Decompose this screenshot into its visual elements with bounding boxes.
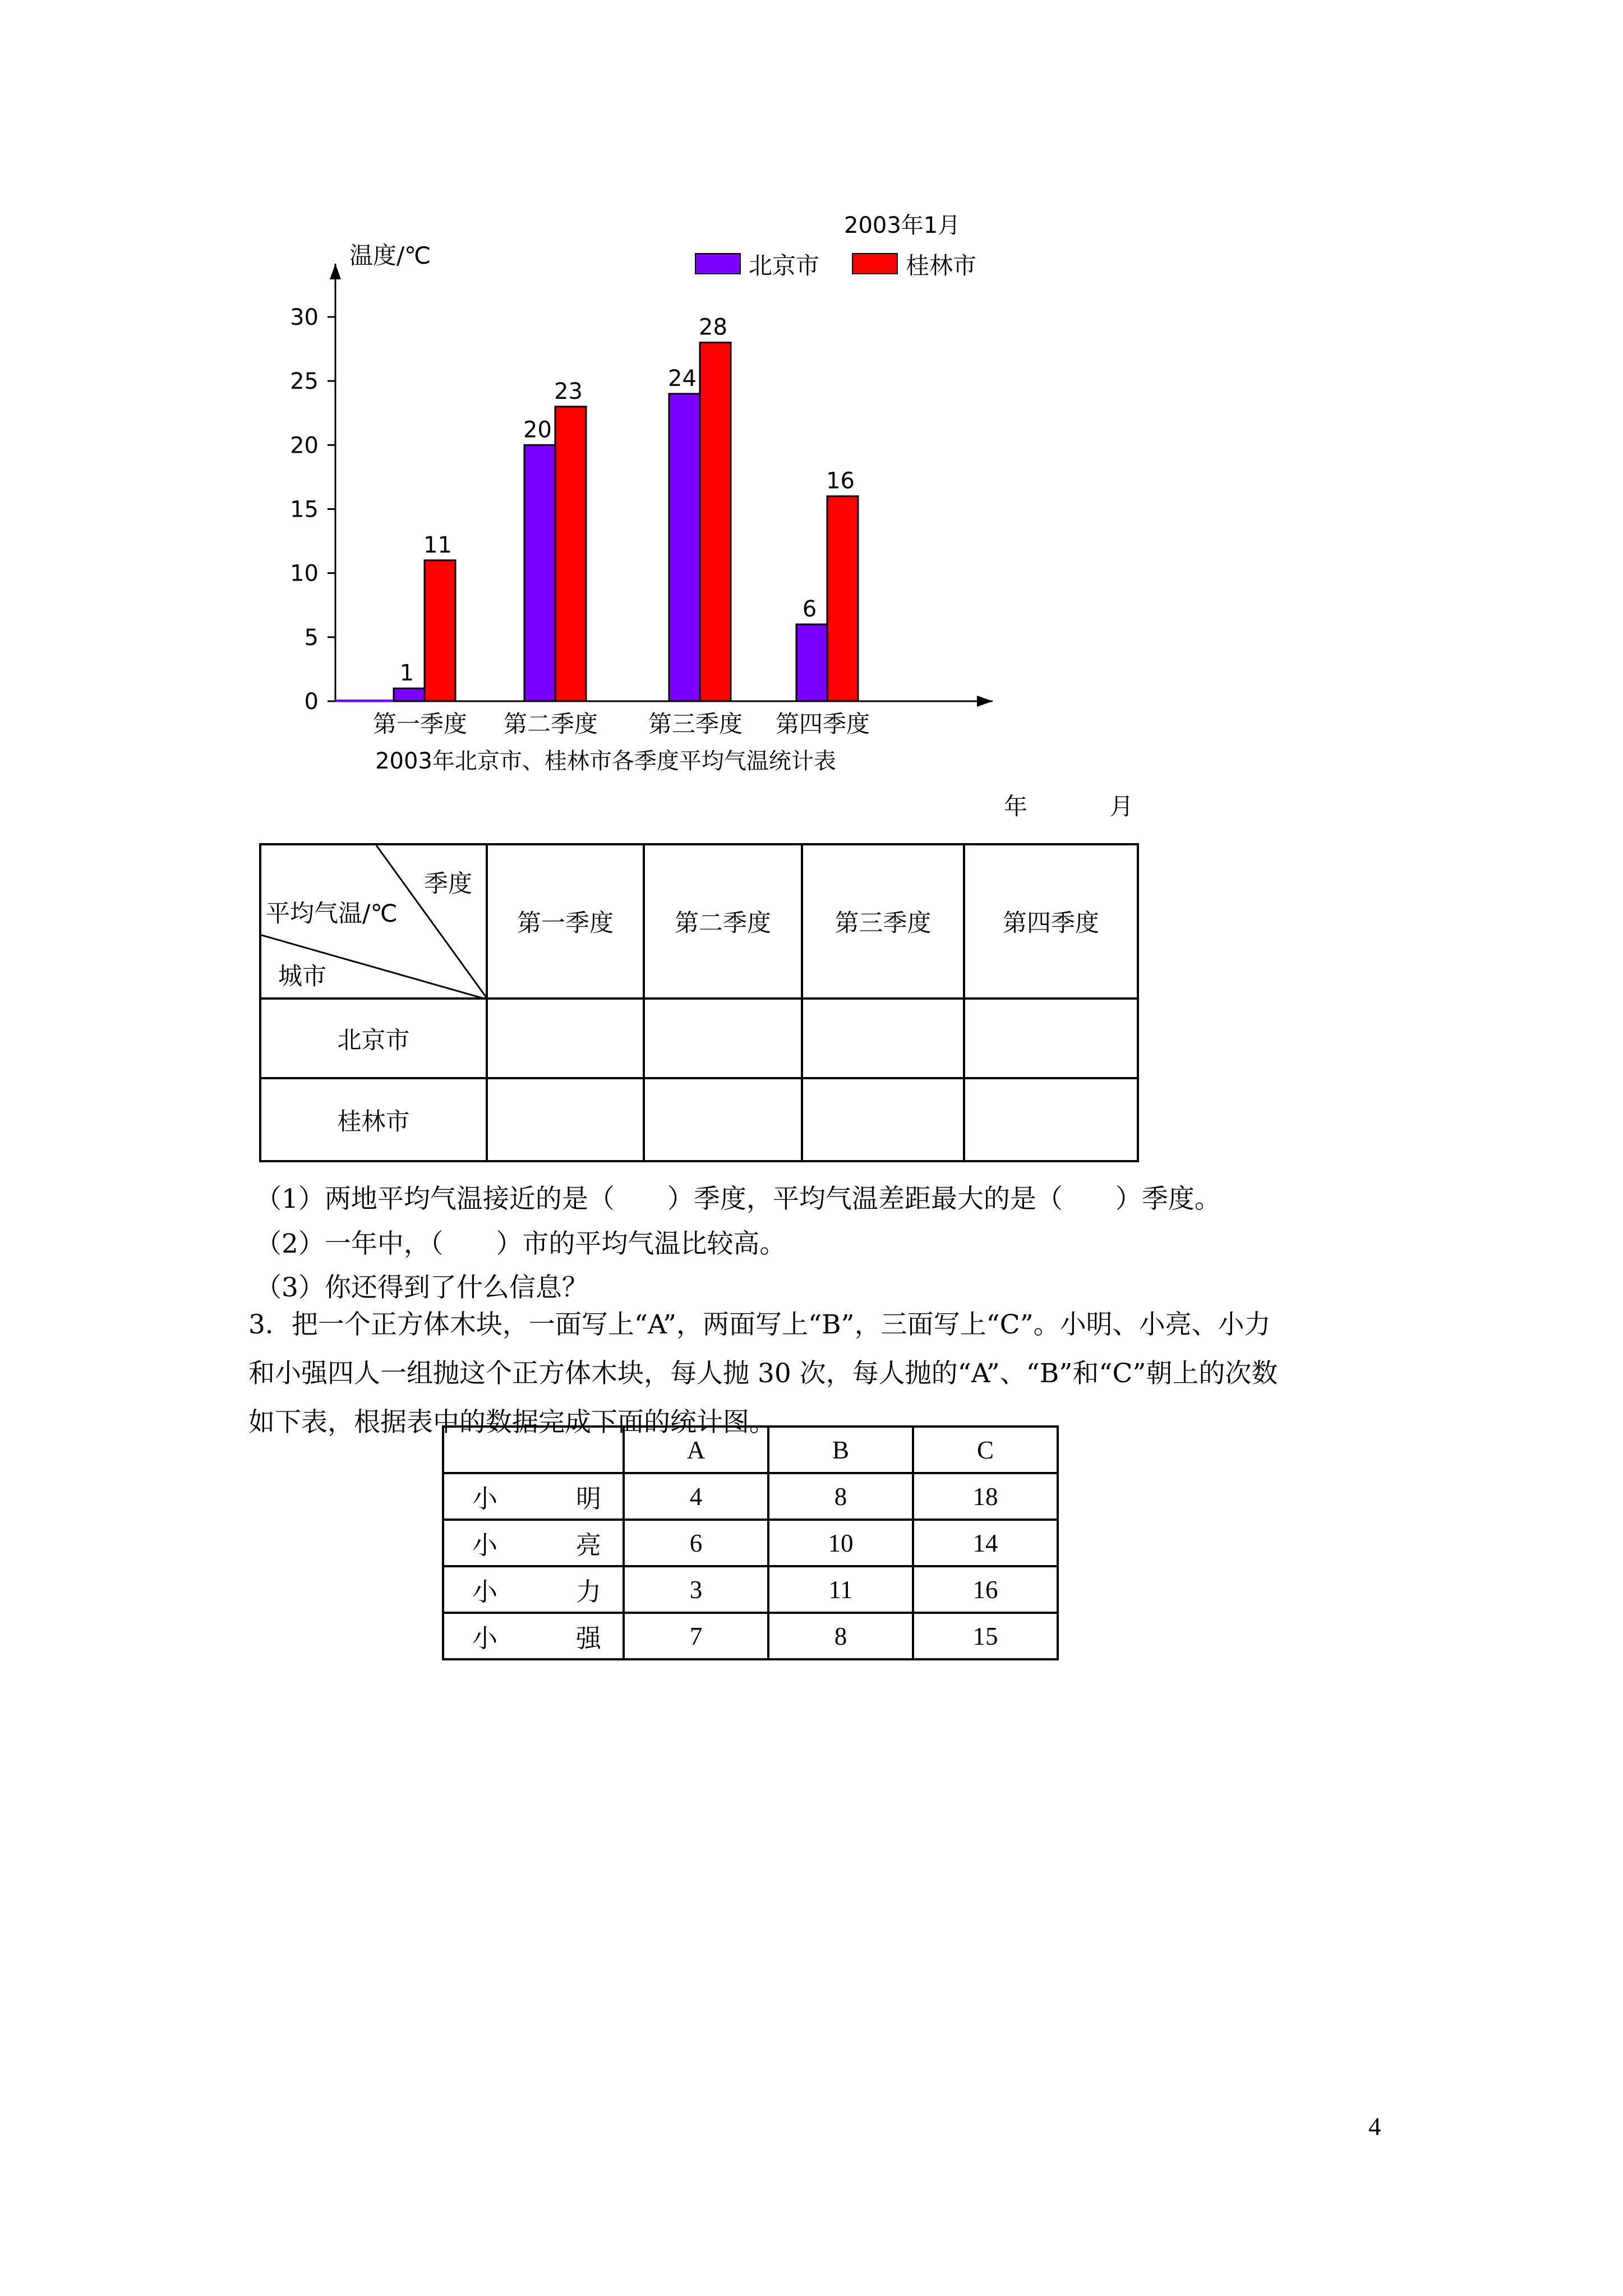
column-header: 第四季度 [964,844,1138,999]
header-temp-label: 平均气温/℃ [266,900,398,928]
blank-cell[interactable] [964,999,1138,1078]
bar-value-label: 1 [399,660,414,687]
chart-date-label: 2003年1月 [844,213,961,238]
blank-cell[interactable] [802,999,964,1078]
x-tick-label: 第二季度 [503,710,598,738]
bar-value-label: 16 [826,468,855,494]
bar [394,688,425,701]
corner-cell [443,1427,624,1473]
bar [827,496,858,701]
question-1: （1）两地平均气温接近的是（ ）季度，平均气温差距最大的是（ ）季度。 [255,1184,1221,1214]
bar-value-label: 23 [554,378,583,404]
bar [425,560,455,701]
column-header: C [913,1427,1058,1473]
y-tick-label: 0 [304,689,319,715]
bar [555,407,586,701]
bar-value-label: 20 [523,417,552,443]
y-axis-arrow [330,264,341,279]
table-row [443,1613,1058,1659]
legend-label: 北京市 [749,252,820,279]
x-axis-arrow [977,696,993,707]
count-a: 6 [624,1520,768,1566]
table-row [443,1520,1058,1566]
count-a: 7 [624,1613,768,1659]
bar-value-label: 11 [423,532,452,558]
header-season-label: 季度 [424,870,472,898]
row-header: 桂林市 [260,1078,487,1161]
table-row [443,1566,1058,1613]
chart-title: 2003年北京市、桂林市各季度平均气温统计表 [375,748,836,774]
date-month-label: 月 [1109,793,1133,820]
player-name: 小 明 [443,1473,624,1520]
temperature-bar-chart [0,0,1623,785]
count-b: 10 [768,1520,913,1566]
table-date-fill [1004,788,1133,822]
bar [524,445,555,701]
column-header: B [768,1427,913,1473]
legend-swatch [852,254,897,274]
problem-line: 如下表，根据表中的数据完成下面的统计图。 [248,1407,776,1438]
y-tick-label: 30 [290,305,319,330]
count-c: 16 [913,1566,1058,1613]
bar [700,343,731,701]
x-tick-label: 第一季度 [372,710,468,738]
bar-value-label: 24 [668,366,697,392]
x-tick-label: 第三季度 [648,710,743,738]
blank-cell[interactable] [964,1078,1138,1161]
problem-line: 3．把一个正方体木块，一面写上“A”，两面写上“B”，三面写上“C”。小明、小亮、小力 [248,1309,1271,1340]
date-year-label: 年 [1004,793,1028,820]
count-b: 8 [768,1473,913,1520]
blank-cell[interactable] [487,1078,644,1161]
column-header: A [624,1427,768,1473]
table-row [443,1473,1058,1520]
player-name: 小 强 [443,1613,624,1659]
y-tick-label: 5 [304,624,319,651]
diagonal-header-cell [260,844,487,999]
column-header: 第三季度 [802,844,964,999]
count-c: 15 [913,1613,1058,1659]
blank-statistics-table [259,843,1139,1162]
legend-label: 桂林市 [906,252,977,279]
legend-swatch [695,254,740,274]
count-a: 4 [624,1473,768,1520]
blank-cell[interactable] [802,1078,964,1161]
count-c: 14 [913,1520,1058,1566]
chart-legend [695,252,976,279]
row-header: 北京市 [260,999,487,1078]
column-header: 第一季度 [487,844,644,999]
y-tick-label: 10 [290,560,319,587]
player-name: 小 亮 [443,1520,624,1566]
count-b: 8 [768,1613,913,1659]
blank-cell[interactable] [487,999,644,1078]
player-name: 小 力 [443,1566,624,1613]
toss-results-table [442,1425,1059,1660]
chart-bars [394,315,858,701]
header-city-label: 城市 [278,963,326,991]
y-axis-label: 温度/℃ [349,242,431,269]
blank-cell[interactable] [644,1078,802,1161]
blank-cell[interactable] [644,999,802,1078]
page-number: 4 [1368,2113,1381,2141]
y-tick-label: 20 [290,432,319,459]
count-a: 3 [624,1566,768,1613]
problem-line: 和小强四人一组抛这个正方体木块，每人抛 30 次，每人抛的“A”、“B”和“C”朝上的次数 [248,1358,1278,1389]
bar [796,624,827,701]
y-tick-label: 15 [290,496,319,523]
bar-value-label: 6 [802,596,817,622]
problem-3-text [248,1300,1393,1447]
x-tick-label: 第四季度 [775,710,870,738]
bar-value-label: 28 [699,314,727,341]
bar [669,394,700,701]
count-b: 11 [768,1566,913,1613]
x-axis-labels [373,710,870,738]
y-tick-label: 25 [290,369,319,395]
question-2: （2）一年中，（ ）市的平均气温比较高。 [255,1228,786,1259]
y-axis-ticks [290,305,335,715]
column-header: 第二季度 [644,844,802,999]
question-3: （3）你还得到了什么信息？ [255,1272,588,1303]
count-c: 18 [913,1473,1058,1520]
